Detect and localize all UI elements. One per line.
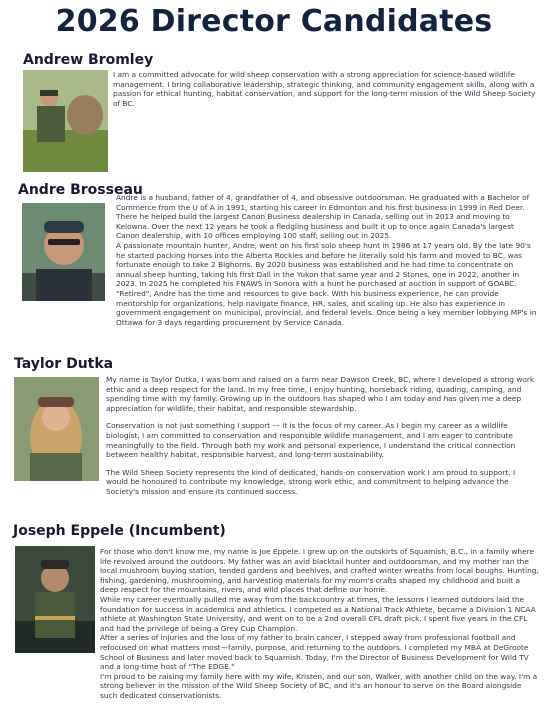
bio-paragraph: My name is Taylor Dutka, I was born and raised on a farm near Dawson Creek, BC, where I developed a strong work ethic and a deep respect for the land. In my free time, I enjoy hunting, horseback riding, quading, camping, and spending time with my family. Growing up in the outdoors has shaped who I am today and has given me a deep appreciation for wildlife, their habitat, and responsible stewardship. (106, 375, 535, 413)
candidate-bio-andre-brosseau (116, 193, 539, 327)
bio-paragraph: The Wild Sheep Society represents the kind of dedicated, hands-on conservation work I am proud to support. I would be honoured to contribute my knowledge, strong work ethic, and commitment to helping advance the Society's mission and ensure its continued success. (106, 467, 516, 496)
bio-paragraph: I am a committed advocate for wild sheep conservation with a strong appreciation for science-based wildlife management. I bring collaborative leadership, strategic thinking, and community engagement skills, along with a passion for ethical hunting, habitat conservation, and support for the long-term mission of the Wild Sheep Society of BC. (113, 70, 536, 108)
bio-paragraph: I'm proud to be raising my family here with my wife, Kristen, and our son, Walker, with another child on the way. I'm a strong believer in the mission of the Wild Sheep Society of BC, and it's an honour to serve on the Board alongside such dedicated conservationists. (100, 671, 538, 700)
bio-paragraph: Andre is a husband, father of 4, grandfather of 4, and obsessive outdoorsman. He graduated with a Bachelor of Commerce from the U of A in 1991, starting his career in Edmonton and his first business in 1999 in Red Deer. There he helped build the largest Canon Business dealership in Canada, selling out in 2013 and moving to Kelowna. Over the next 12 years he took a fledgling business and built it up to once again Canada's largest Canon dealership, with 10 offices employing 100 staff; selling out in 2025. (116, 193, 530, 241)
candidate-name-taylor-dutka: Taylor Dutka (14, 356, 114, 372)
candidate-photo-andre-brosseau (22, 203, 105, 301)
page-title: 2026 Director Candidates (55, 4, 493, 39)
candidate-bio-andrew-bromley (113, 70, 536, 108)
candidate-bio-taylor-dutka (106, 375, 538, 497)
bio-paragraph: After a series of injuries and the loss of my father to brain cancer, I stepped away from professional football and refocused on what matters most—family, purpose, and returning to the outdoors. I completed my MBA at DeGroote School of Business and later moved back to Squamish. Today, I'm the Director of Business Development for Wild TV and a long-time host of "The EDGE." (100, 633, 529, 672)
candidate-photo-joseph-eppele (15, 546, 95, 653)
candidate-photo-taylor-dutka (14, 377, 99, 481)
candidate-photo-andrew-bromley (23, 70, 108, 172)
bio-paragraph: While my career eventually pulled me away from the backcountry at times, the lessons I learned outdoors laid the foundation for success in academics and athletics. I competed as a National Track Athlete, became a Division 1 NCAA athlete at Washington State University, and went on to be a 2nd overall CFL draft pick. I spent five years in the CFL and had the privilege of being a Grey Cup Champion. (100, 594, 536, 633)
candidate-bio-joseph-eppele (100, 547, 540, 701)
candidate-name-andrew-bromley: Andrew Bromley (23, 52, 154, 68)
bio-paragraph: "Retired", Andre has the time and resources to give back. With his business experience, he can provide mentorship for organizations, help navigate finance, HR, sales, and scaling up. He also has experience in government engagement on municipal, provincial, and federal levels. Once being a key member lobbying MP's in Ottawa for 3 days regarding procurement by Service Canada. (116, 288, 537, 327)
candidate-name-joseph-eppele: Joseph Eppele (Incumbent) (13, 523, 226, 539)
bio-paragraph: Conservation is not just something I support — it is the focus of my career. As I begin my career as a wildlife biologist, I am committed to conservation and responsible wildlife management, and I am eager to contribute meaningfully to the field. Through both my work and personal experience, I understand the critical connection between healthy habitat, responsible harvest, and long-term sustainability. (106, 421, 516, 460)
candidate-name-andre-brosseau: Andre Brosseau (18, 182, 143, 198)
bio-paragraph: A passionate mountain hunter, Andre, went on his first solo sheep hunt in 1986 at 17 years old. By the late 90's he started packing horses into the Alberta Rockies and before he literally sold his farm and moved to BC, was fortunate enough to take 2 Bighorns. By 2020 business was established and he had time to concentrate on annual sheep hunting, taking his first Dall in the Yukon that same year and 2 Stones, one in 2022, another in 2023. In 2025 he completed his FNAWS in Sonora with a hunt he purchased at auction in support of GOABC. (116, 240, 531, 289)
bio-paragraph: For those who don't know me, my name is Joe Eppele. I grew up on the outskirts of Squamish, B.C., in a family where life revolved around the outdoors. My father was an avid blacktail hunter and outdoorsman, and my mother ran the local mushroom buying station, tended gardens and beehives, and crafted winter wreaths from local boughs. Hunting, fishing, gardening, mushrooming, and harvesting materials for my mom's crafts shaped my childhood and built a deep respect for the mountains, rivers, and wild places that define our home. (100, 547, 539, 595)
